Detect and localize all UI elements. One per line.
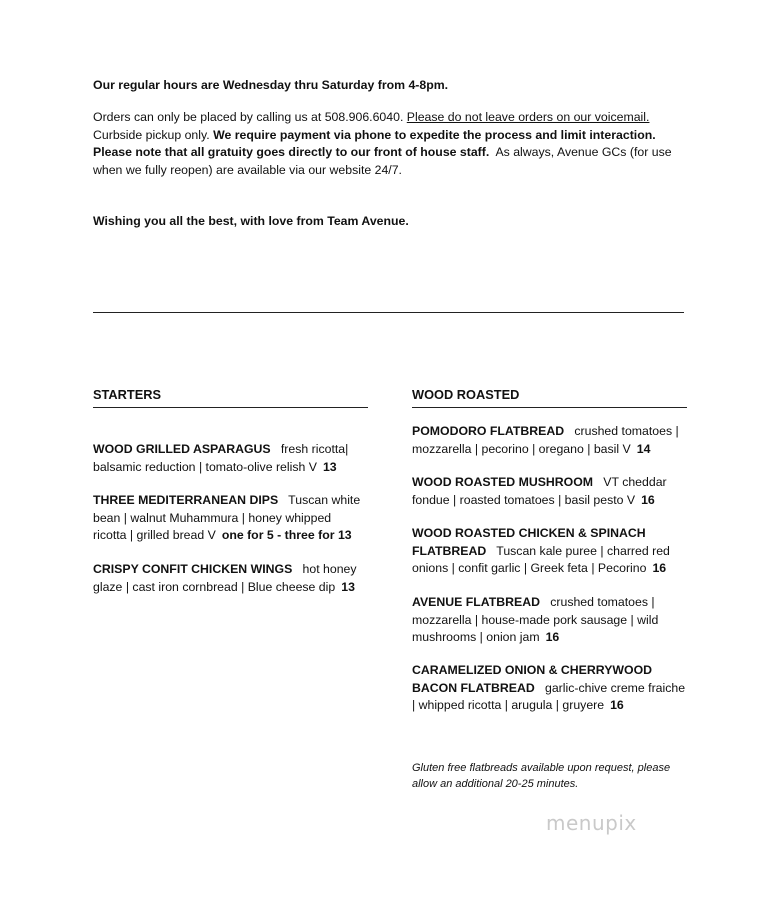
item-name: WOOD ROASTED CHICKEN & SPINACH FLATBREAD — [412, 526, 646, 558]
item-description: VT cheddar fondue | roasted tomatoes | basil pesto V — [412, 475, 671, 507]
item-price: 16 — [652, 561, 667, 575]
item-description: crushed tomatoes | mozzarella | pecorino | oregano | basil V — [412, 424, 683, 456]
menu-item — [412, 525, 687, 578]
item-name: CARAMELIZED ONION & CHERRYWOOD BACON FLATBREAD — [412, 663, 653, 695]
menu-item — [93, 561, 368, 596]
gratuity-text: Please note that all gratuity goes directly to our front of house staff. — [93, 145, 490, 159]
divider — [93, 312, 684, 313]
item-price: 16 — [545, 630, 560, 644]
item-price: 16 — [610, 698, 624, 712]
menu-item — [93, 492, 368, 545]
item-name: WOOD GRILLED ASPARAGUS — [93, 442, 271, 456]
item-description: hot honey glaze | cast iron cornbread | Blue cheese dip — [93, 562, 360, 594]
wishing-text: Wishing you all the best, with love from Team Avenue. — [93, 214, 409, 228]
curbside-text: Curbside pickup only. — [93, 127, 214, 142]
item-name: POMODORO FLATBREAD — [412, 424, 565, 438]
item-description: Tuscan kale puree | charred red onions | confit garlic | Greek feta | Pecorino — [412, 543, 674, 575]
item-description: Tuscan white bean | walnut Muhammura | honey whipped ricotta | grilled bread V — [93, 493, 364, 542]
voicemail-warning: Please do not leave orders on our voicemail. — [406, 110, 650, 124]
item-price: 14 — [636, 441, 651, 456]
ordering-notice — [93, 109, 683, 179]
item-name: CRISPY CONFIT CHICKEN WINGS — [93, 562, 293, 576]
starters-heading: STARTERS — [93, 386, 368, 408]
item-name: AVENUE FLATBREAD — [412, 595, 540, 609]
item-name: WOOD ROASTED MUSHROOM — [412, 475, 594, 489]
gluten-free-note: Gluten free flatbreads available upon request, please allow an additional 20-25 minutes. — [412, 762, 671, 790]
menu-item — [412, 423, 687, 458]
menu-item — [412, 594, 687, 647]
item-description: fresh ricotta| balsamic reduction | tomato-olive relish V — [93, 442, 352, 474]
wood-roasted-heading: WOOD ROASTED — [412, 386, 687, 408]
item-name: THREE MEDITERRANEAN DIPS — [93, 493, 279, 507]
item-price: 16 — [641, 492, 655, 507]
menu-item — [93, 441, 368, 476]
hours-notice: Our regular hours are Wednesday thru Saturday from 4-8pm. — [93, 78, 449, 92]
item-description: crushed tomatoes | mozzarella | house-made pork sausage | wild mushrooms | onion jam — [412, 595, 662, 644]
item-price: 13 — [322, 459, 337, 474]
menupix-watermark: menupix — [546, 811, 637, 835]
menu-item — [412, 662, 687, 715]
item-description: garlic-chive creme fraiche | whipped ricotta | arugula | gruyere — [412, 680, 689, 712]
item-price: one for 5 - three for 13 — [221, 528, 352, 542]
orders-intro: Orders can only be placed by calling us at 508.906.6040. — [93, 110, 407, 124]
payment-text: We require payment via phone to expedite the process and limit interaction. — [213, 127, 656, 142]
item-price: 13 — [341, 579, 355, 594]
gift-cards-text: As always, Avenue GCs (for use when we fully reopen) are available via our website 24/7. — [93, 145, 675, 177]
menu-item — [412, 474, 687, 509]
